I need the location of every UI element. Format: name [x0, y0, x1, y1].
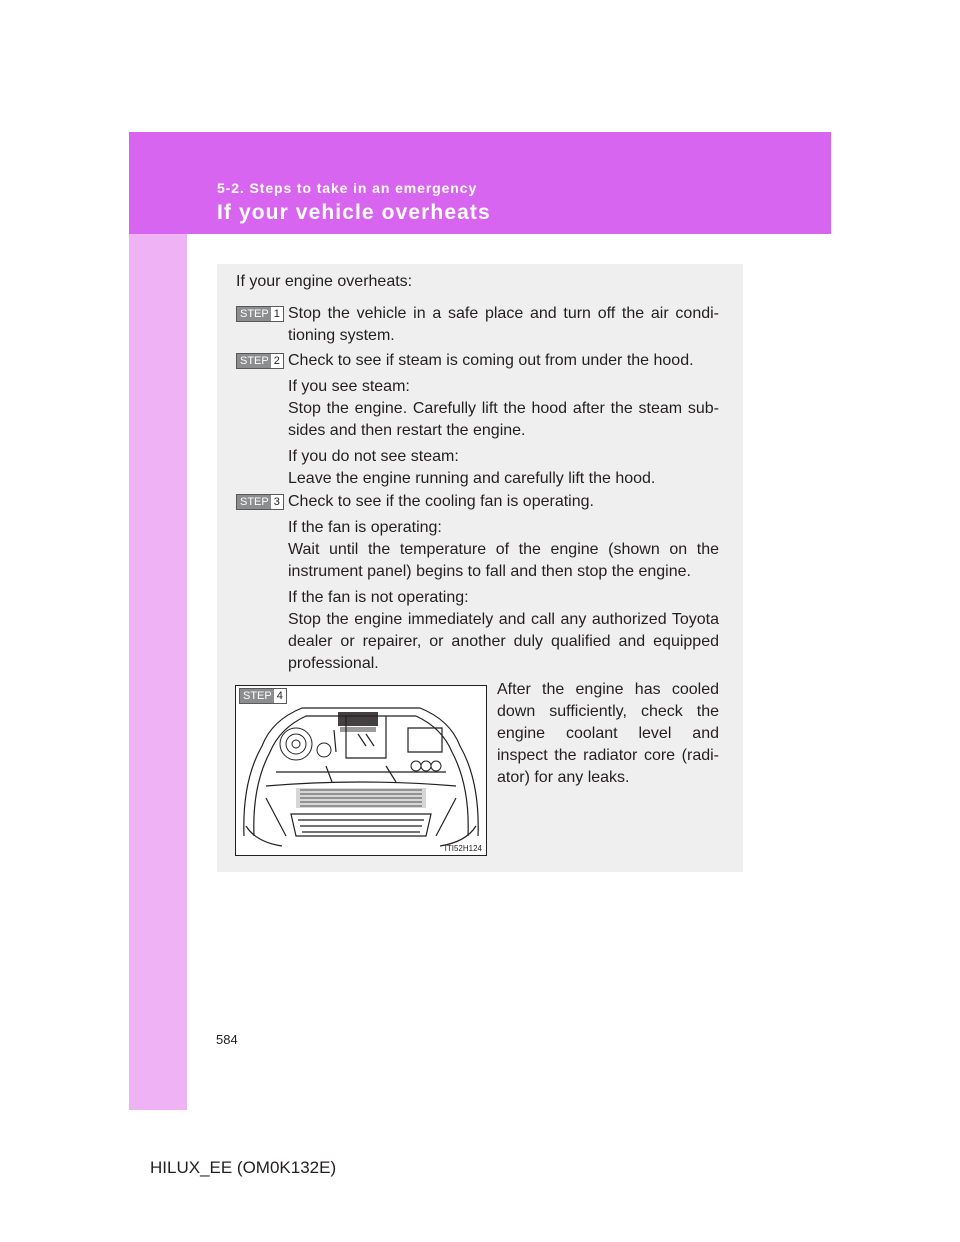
step-2-line-2: If you see steam:	[288, 378, 410, 395]
step-2-line-6: Leave the engine running and carefully lift the hood.	[288, 470, 656, 487]
engine-bay-drawing	[236, 686, 486, 855]
step-3-line-8: professional.	[288, 655, 379, 672]
step-3-line-4: instrument panel) begins to fall and then stop the engine.	[288, 563, 691, 580]
step-4-line-2: down sufficiently, check the	[497, 703, 719, 720]
step-number: 3	[273, 496, 280, 508]
step-number: 4	[276, 690, 283, 702]
page-number: 584	[216, 1032, 238, 1047]
step-4-line-3: engine coolant level and	[497, 725, 719, 742]
step-number: 1	[273, 308, 280, 320]
step-3-line-6: Stop the engine immediately and call any authorized Toyota	[288, 611, 719, 628]
step-1-line-1: Stop the vehicle in a safe place and turn off the air condi-	[288, 305, 719, 322]
section-label: 5-2. Steps to take in an emergency	[217, 180, 478, 196]
step-number: 2	[273, 355, 280, 367]
step-label: STEP	[237, 354, 271, 368]
step-2-line-1: Check to see if steam is coming out from under the hood.	[288, 352, 694, 369]
page-title: If your vehicle overheats	[217, 201, 491, 224]
engine-compartment-illustration	[235, 685, 487, 856]
step-label: STEP	[237, 307, 271, 321]
step-4-badge	[239, 688, 287, 704]
step-label: STEP	[240, 689, 274, 703]
step-3-line-2: If the fan is operating:	[288, 519, 442, 536]
figure-code: ITI52H124	[444, 844, 482, 853]
step-3-line-1: Check to see if the cooling fan is operating.	[288, 493, 594, 510]
step-3-line-3: Wait until the temperature of the engine (shown on the	[288, 541, 719, 558]
intro-text: If your engine overheats:	[236, 273, 413, 290]
step-4-line-4: inspect the radiator core (radi-	[497, 747, 719, 764]
step-3-line-7: dealer or repairer, or another duly qualified and equipped	[288, 633, 719, 650]
step-2-badge	[236, 353, 284, 369]
step-2-line-3: Stop the engine. Carefully lift the hood after the steam sub-	[288, 400, 719, 417]
step-1-badge	[236, 306, 284, 322]
document-code: HILUX_EE (OM0K132E)	[150, 1158, 337, 1177]
step-4-line-1: After the engine has cooled	[497, 681, 719, 698]
step-3-line-5: If the fan is not operating:	[288, 589, 469, 606]
side-color-strip	[129, 132, 187, 1110]
step-4-line-5: ator) for any leaks.	[497, 769, 630, 786]
step-1-line-2: tioning system.	[288, 327, 395, 344]
step-3-badge	[236, 494, 284, 510]
step-2-line-4: sides and then restart the engine.	[288, 422, 526, 439]
step-2-line-5: If you do not see steam:	[288, 448, 459, 465]
step-label: STEP	[237, 495, 271, 509]
